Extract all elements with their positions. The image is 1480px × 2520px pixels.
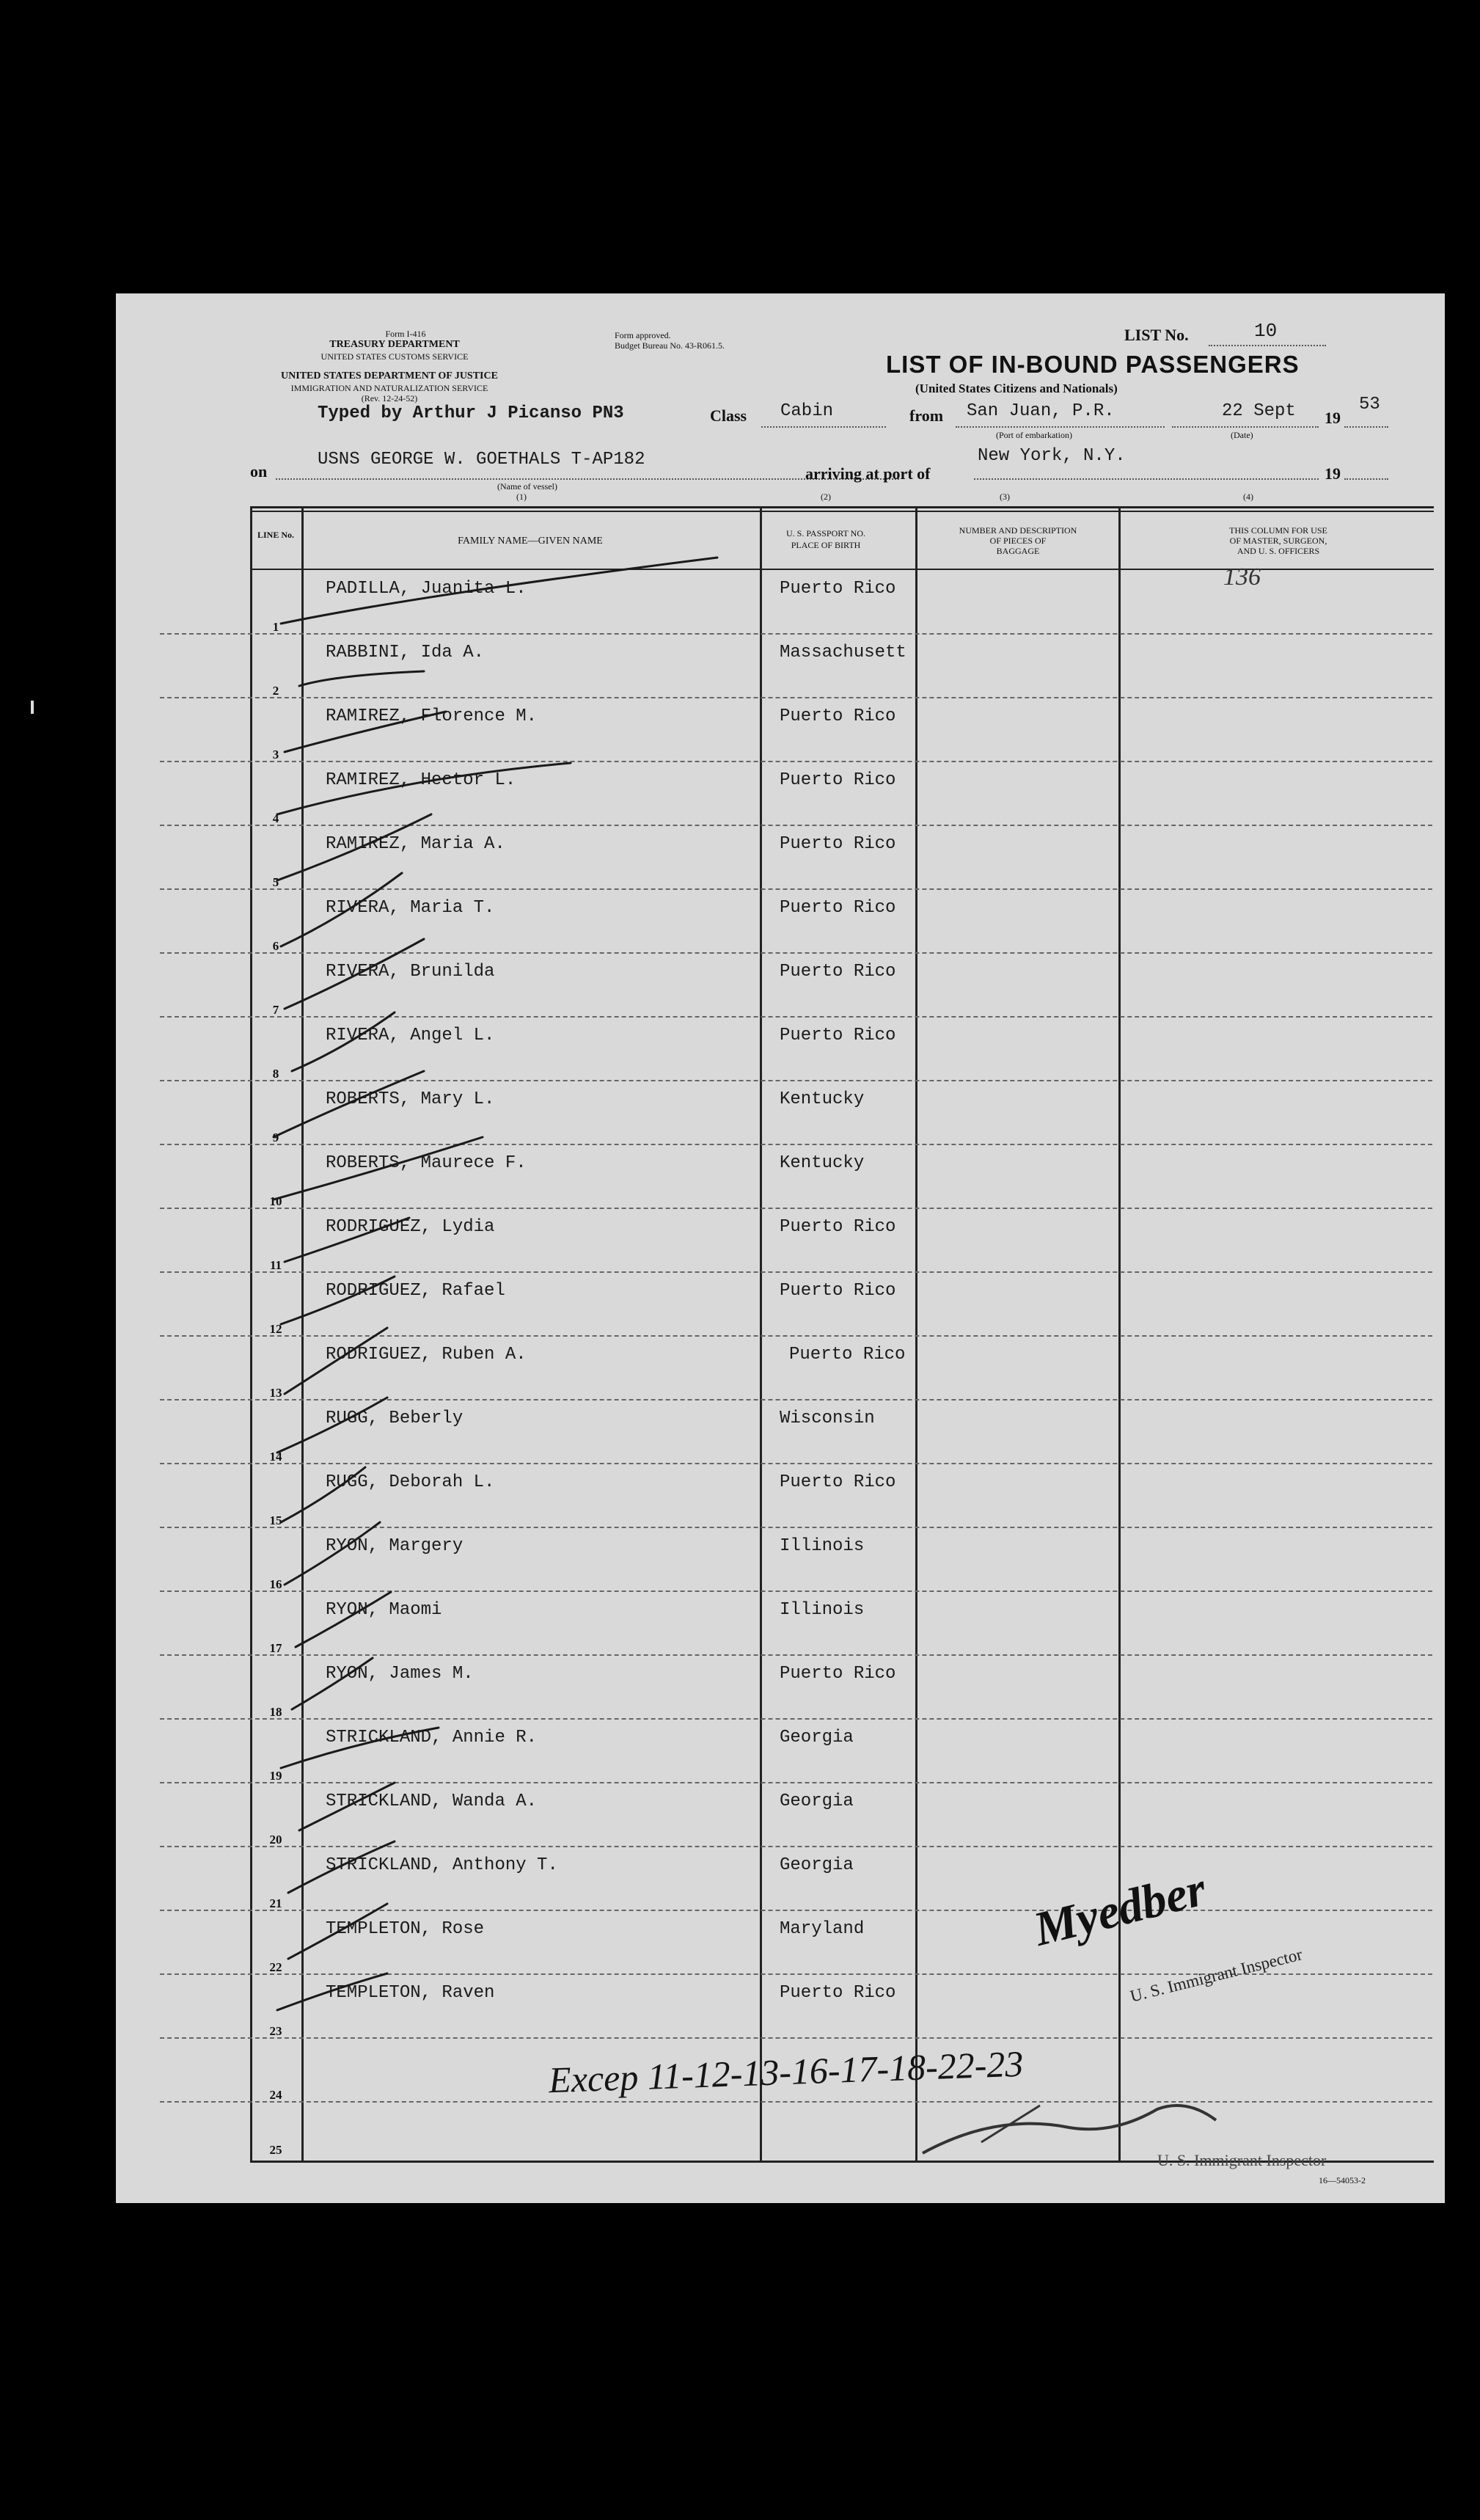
vessel-caption: (Name of vessel) xyxy=(497,481,557,492)
line-number: 25 xyxy=(269,2143,282,2157)
birthplace: Puerto Rico xyxy=(780,962,896,982)
birthplace: Puerto Rico xyxy=(780,1217,896,1237)
birthplace: Puerto Rico xyxy=(780,706,896,726)
table-row xyxy=(116,1464,1445,1527)
passenger-name: ROBERTS, Mary L. xyxy=(326,1089,495,1109)
birthplace: Puerto Rico xyxy=(780,770,896,790)
line-number: 21 xyxy=(269,1896,282,1910)
customs-service: UNITED STATES CUSTOMS SERVICE xyxy=(320,351,469,362)
line-number: 7 xyxy=(272,1003,279,1017)
table-row xyxy=(116,1591,1445,1655)
table-row xyxy=(116,1336,1445,1400)
typed-by: Typed by Arthur J Picanso PN3 xyxy=(318,403,624,423)
line-number: 24 xyxy=(269,2088,282,2102)
table-row xyxy=(116,889,1445,953)
edge-mark xyxy=(31,701,34,714)
line-number: 6 xyxy=(272,939,279,953)
table-row xyxy=(116,825,1445,889)
ins-name: IMMIGRATION AND NATURALIZATION SERVICE xyxy=(290,383,488,393)
passenger-name: RAMIREZ, Maria A. xyxy=(326,834,505,854)
passenger-name: RAMIREZ, Hector L. xyxy=(326,770,516,790)
passenger-name: RIVERA, Maria T. xyxy=(326,898,495,918)
birthplace: Kentucky xyxy=(780,1089,865,1109)
passenger-name: RAMIREZ, Florence M. xyxy=(326,706,538,726)
table-row xyxy=(116,1719,1445,1783)
birthplace: Puerto Rico xyxy=(780,1472,896,1492)
birthplace: Puerto Rico xyxy=(789,1345,906,1365)
from-label: from xyxy=(909,406,944,425)
col-head-officers-3: AND U. S. OFFICERS xyxy=(1237,546,1320,556)
passenger-name: RODRIGUEZ, Rafael xyxy=(326,1281,505,1301)
exceptions-note: Excep 11-12-13-16-17-18-22-23 xyxy=(548,2042,1025,2101)
arriving-value: New York, N.Y. xyxy=(978,446,1126,466)
passenger-name: PADILLA, Juanita L. xyxy=(326,579,527,599)
birthplace: Maryland xyxy=(780,1919,865,1939)
col-head-name: FAMILY NAME—GIVEN NAME xyxy=(458,536,603,547)
treasury-dept: TREASURY DEPARTMENT xyxy=(329,339,460,350)
table-row xyxy=(116,1272,1445,1336)
table-row xyxy=(116,1208,1445,1272)
col-head-birthplace: PLACE OF BIRTH xyxy=(791,540,861,550)
passenger-name: RUGG, Deborah L. xyxy=(326,1472,495,1492)
line-number: 13 xyxy=(269,1386,282,1400)
budget-bureau: Budget Bureau No. 43-R061.5. xyxy=(615,340,725,351)
passenger-name: RIVERA, Brunilda xyxy=(326,962,495,982)
page-title: LIST OF IN-BOUND PASSENGERS xyxy=(886,351,1300,378)
table-row xyxy=(116,1017,1445,1081)
col-num-4: (4) xyxy=(1243,492,1253,502)
class-label: Class xyxy=(710,406,747,425)
list-no-label: LIST No. xyxy=(1124,326,1189,344)
line-number: 2 xyxy=(272,684,279,698)
birthplace: Georgia xyxy=(780,1792,854,1811)
table-row xyxy=(116,698,1445,762)
inspector-caption: U. S. Immigrant Inspector xyxy=(1128,1945,1305,2006)
col-head-baggage-1: NUMBER AND DESCRIPTION xyxy=(959,525,1077,536)
line-number: 3 xyxy=(272,748,279,762)
line-number: 10 xyxy=(269,1194,282,1208)
justice-dept: UNITED STATES DEPARTMENT OF JUSTICE xyxy=(281,370,498,381)
passenger-name: RABBINI, Ida A. xyxy=(326,643,485,662)
col-head-officers-1: THIS COLUMN FOR USE xyxy=(1229,525,1327,536)
line-number: 16 xyxy=(269,1577,282,1591)
passenger-name: RYON, James M. xyxy=(326,1664,474,1684)
class-value: Cabin xyxy=(780,401,834,421)
date-caption: (Date) xyxy=(1231,430,1253,440)
col-head-baggage-3: BAGGAGE xyxy=(996,546,1040,556)
birthplace: Kentucky xyxy=(780,1153,865,1173)
line-number: 23 xyxy=(269,2024,282,2038)
form-revision: (Rev. 12-24-52) xyxy=(361,393,418,403)
table-row xyxy=(116,1144,1445,1208)
col-num-2: (2) xyxy=(821,492,831,502)
passenger-name: TEMPLETON, Rose xyxy=(326,1919,485,1939)
col-head-passport: U. S. PASSPORT NO. xyxy=(786,528,865,538)
passenger-name: RUGG, Beberly xyxy=(326,1409,464,1428)
year-prefix: 19 xyxy=(1325,409,1341,427)
birthplace: Puerto Rico xyxy=(780,1664,896,1684)
form-number: Form I-416 xyxy=(385,329,426,339)
birthplace: Massachusett xyxy=(780,643,906,662)
passenger-name: RYON, Margery xyxy=(326,1536,464,1556)
line-number: 22 xyxy=(269,1960,282,1974)
inspector-caption-lower: U. S. Immigrant Inspector xyxy=(1157,2151,1327,2169)
line-number: 14 xyxy=(269,1450,282,1464)
table-row xyxy=(116,1527,1445,1591)
line-number: 20 xyxy=(269,1833,282,1847)
vessel-name: USNS GEORGE W. GOETHALS T-AP182 xyxy=(318,450,645,470)
table-row xyxy=(116,1974,1445,2038)
form-approved: Form approved. xyxy=(615,330,671,340)
table-row xyxy=(116,762,1445,825)
col-head-baggage-2: OF PIECES OF xyxy=(989,536,1047,546)
birthplace: Illinois xyxy=(780,1600,865,1620)
print-code: 16—54053-2 xyxy=(1319,2175,1366,2185)
birthplace: Puerto Rico xyxy=(780,834,896,854)
birthplace: Illinois xyxy=(780,1536,865,1556)
table-row xyxy=(116,1081,1445,1144)
line-number: 12 xyxy=(269,1322,282,1336)
birthplace: Georgia xyxy=(780,1855,854,1875)
page-subtitle: (United States Citizens and Nationals) xyxy=(915,381,1118,395)
passenger-count: 136 xyxy=(1223,563,1261,591)
table-row xyxy=(116,1783,1445,1847)
table-row xyxy=(116,1847,1445,1910)
year2-prefix: 19 xyxy=(1325,464,1341,483)
line-number: 9 xyxy=(272,1131,279,1144)
passenger-name: TEMPLETON, Raven xyxy=(326,1983,495,2003)
col-head-officers-2: OF MASTER, SURGEON, xyxy=(1229,536,1327,546)
passenger-name: ROBERTS, Maurece F. xyxy=(326,1153,527,1173)
birthplace: Puerto Rico xyxy=(780,1026,896,1045)
manifest-page xyxy=(116,293,1445,2203)
table-row xyxy=(116,1400,1445,1464)
on-label: on xyxy=(250,462,268,481)
list-no-value: 10 xyxy=(1254,320,1278,342)
year-suffix: 53 xyxy=(1359,395,1380,414)
passenger-name: STRICKLAND, Anthony T. xyxy=(326,1855,558,1875)
birthplace: Puerto Rico xyxy=(780,898,896,918)
col-num-1: (1) xyxy=(516,492,527,502)
birthplace: Puerto Rico xyxy=(780,579,896,599)
from-value: San Juan, P.R. xyxy=(967,401,1115,421)
passenger-name: STRICKLAND, Wanda A. xyxy=(326,1792,538,1811)
birthplace: Wisconsin xyxy=(780,1409,875,1428)
line-number: 5 xyxy=(272,875,279,889)
birthplace: Puerto Rico xyxy=(780,1281,896,1301)
line-number: 17 xyxy=(269,1641,282,1655)
port-caption: (Port of embarkation) xyxy=(996,430,1072,440)
line-number: 18 xyxy=(269,1705,282,1719)
arriving-label: arriving at port of xyxy=(805,464,931,483)
line-number: 8 xyxy=(272,1067,279,1081)
birthplace: Puerto Rico xyxy=(780,1983,896,2003)
line-number: 1 xyxy=(272,620,279,634)
date-value: 22 Sept xyxy=(1222,401,1296,421)
table-row xyxy=(116,634,1445,698)
passenger-name: RIVERA, Angel L. xyxy=(326,1026,495,1045)
passenger-name: RODRIGUEZ, Ruben A. xyxy=(326,1345,527,1365)
col-head-line: LINE No. xyxy=(257,530,295,540)
passenger-name: STRICKLAND, Annie R. xyxy=(326,1728,538,1747)
passenger-name: RODRIGUEZ, Lydia xyxy=(326,1217,495,1237)
col-num-3: (3) xyxy=(1000,492,1010,502)
passenger-name: RYON, Maomi xyxy=(326,1600,442,1620)
line-number: 11 xyxy=(269,1258,282,1272)
line-number: 4 xyxy=(272,811,279,825)
line-number: 19 xyxy=(269,1769,282,1783)
line-number: 15 xyxy=(269,1513,282,1527)
inspector-signature: Myedber xyxy=(1028,1862,1212,1957)
table-row xyxy=(116,953,1445,1017)
table-row xyxy=(116,1655,1445,1719)
birthplace: Georgia xyxy=(780,1728,854,1747)
